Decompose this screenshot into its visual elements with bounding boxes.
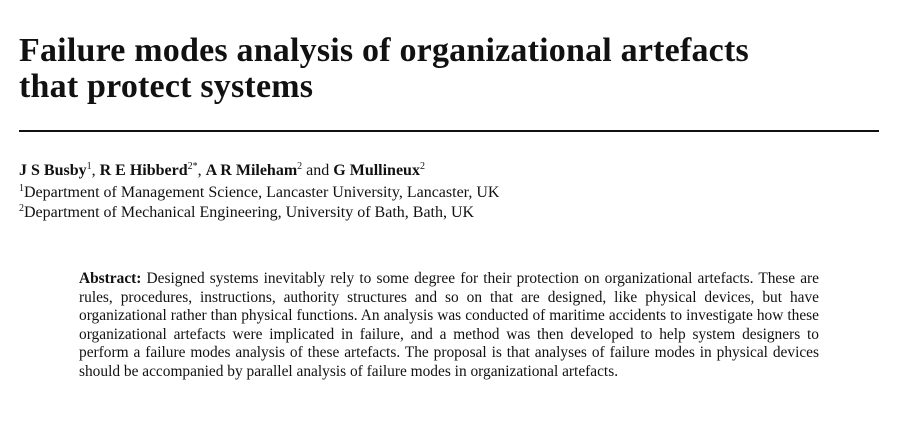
author-name: A R Mileham [205, 162, 298, 179]
affiliation-text: Department of Management Science, Lancaster University, Lancaster, UK [24, 184, 500, 201]
title-divider [19, 130, 879, 132]
author-affiliation-mark: 2* [187, 161, 198, 172]
author-separator: , [197, 162, 206, 179]
author-list [19, 161, 425, 180]
author-affiliation-mark: 2 [419, 161, 425, 172]
paper-title [19, 33, 879, 105]
affiliation-lancaster [19, 183, 499, 202]
author-name: J S Busby [19, 162, 87, 179]
author-name: G Mullineux [333, 162, 420, 179]
abstract-text: Designed systems inevitably rely to some degree for their protection on organizational artefacts. These are rules, procedures, instructions, authority structures and so on that are designed, like physical devices, but have organizational rather than physical functions. An analysis was conducted of maritime accidents to investigate how these organizational artefacts were implicated in failure, and a method was then developed to help system designers to perform a failure modes analysis of these artefacts. The proposal is that analyses of failure modes in physical devices should be accompanied by parallel analysis of failure modes in organizational artefacts. [79, 270, 819, 380]
abstract-block [79, 270, 819, 381]
author-separator: , [91, 162, 100, 179]
affiliation-mark: 1 [19, 183, 24, 194]
affiliation-text: Department of Mechanical Engineering, University of Bath, Bath, UK [24, 204, 475, 221]
affiliation-bath [19, 203, 474, 222]
author-affiliation-mark: 1 [86, 161, 92, 172]
author-separator: and [302, 162, 334, 179]
author-name: R E Hibberd [99, 162, 188, 179]
affiliation-mark: 2 [19, 203, 24, 214]
abstract-label: Abstract: [79, 270, 142, 287]
paper-title-line-2: that protect systems [19, 68, 314, 105]
author-affiliation-mark: 2 [297, 161, 303, 172]
paper-title-line-1: Failure modes analysis of organizational artefacts [19, 32, 749, 69]
